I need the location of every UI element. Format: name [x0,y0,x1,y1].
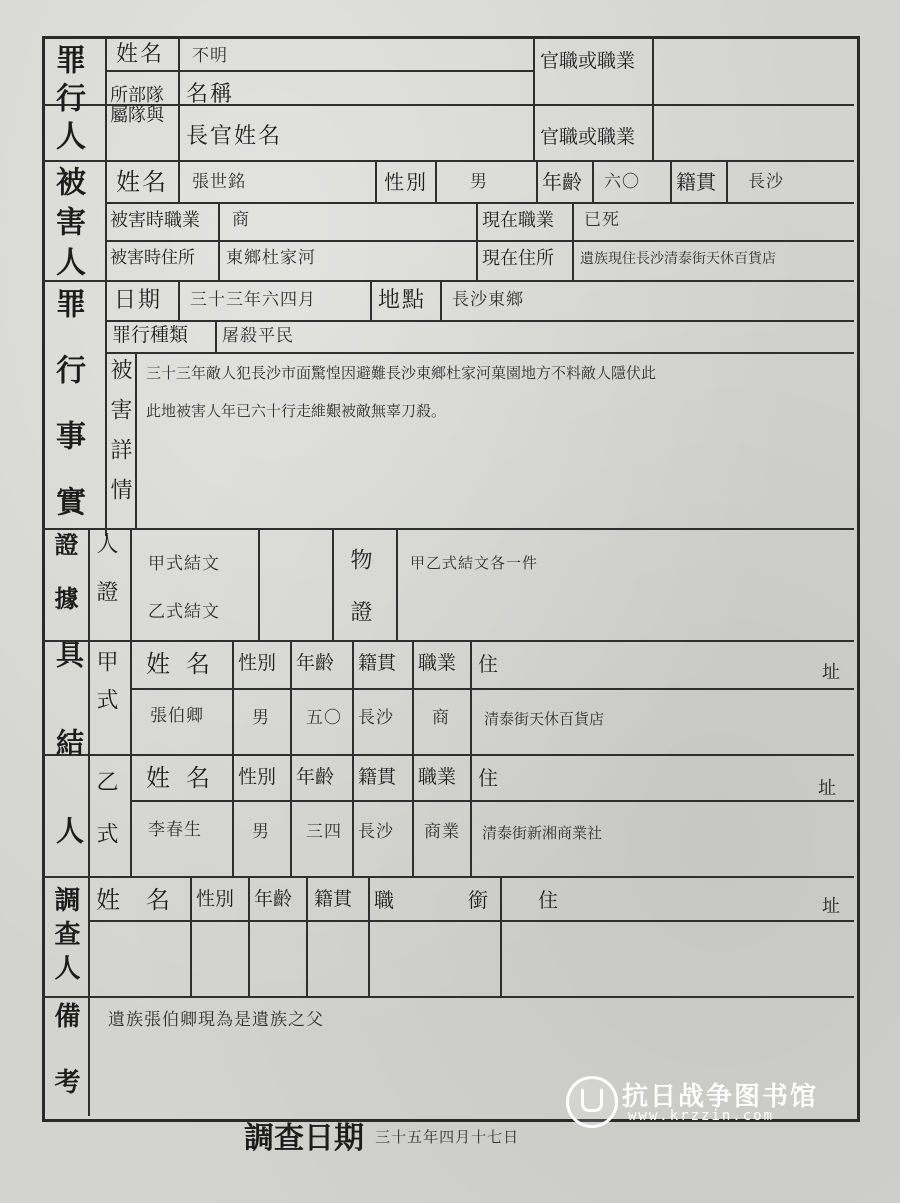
evidence-a-header-sex: 性別 [238,652,277,674]
rule [135,352,137,528]
offender-title-label: 名稱 [186,82,235,107]
evidence-a-job: 商 [432,708,450,728]
victim-age-value: 六〇 [604,172,640,192]
evidence-a-sex: 男 [252,708,270,728]
evidence-b-side-label: 乙式 [93,770,118,874]
victim-job-label: 被害時職業 [110,210,200,231]
offender-office-label: 官職或職業 [540,50,636,72]
evidence-b-header-name: 姓名 [146,764,226,792]
offender-name-value: 不明 [192,46,228,66]
rule [178,160,180,202]
evidence-a-address: 清泰街天休百貨店 [484,710,605,728]
rule [130,800,854,802]
victim-sex-value: 男 [470,172,488,192]
rule [652,36,654,160]
section-label-offender: 罪行人 [50,44,85,158]
rule [258,528,260,640]
crime-place-value: 長沙東鄉 [452,290,524,310]
watermark-main: 抗日战争图书馆 [622,1082,819,1112]
evidence-side-label: 具結人 [52,640,85,904]
evidence-a-side-label: 甲式 [93,650,118,726]
offender-unit-label-1: 所部隊 [110,85,164,106]
investigator-header-job: 職 [374,888,396,912]
rule [215,320,217,352]
victim-current-address-label: 現在住所 [482,248,554,269]
evidence-a-age: 五〇 [306,708,342,728]
rule [572,202,574,280]
rule [178,280,180,320]
investigator-header-sex: 性別 [196,888,235,910]
rule [105,70,533,72]
evidence-a-header-address: 住 [478,652,500,676]
rule [500,876,502,996]
victim-name-value: 張世銘 [192,172,246,192]
evidence-b-label: 乙式結文 [148,602,220,622]
victim-name-label: 姓名 [116,168,168,196]
evidence-b-header-sex: 性別 [238,766,277,788]
library-logo-icon [566,1076,618,1128]
rule [42,754,854,756]
form-frame [42,36,860,1122]
offender-commander-label: 長官姓名 [186,124,283,149]
library-watermark [566,1072,856,1128]
investigator-header-origin: 籍貫 [314,888,353,910]
crime-detail-line-2: 此地被害人年已六十行走維艱被敵無辜刀殺。 [146,402,447,420]
rule [130,688,854,690]
evidence-a-header-job: 職業 [418,652,457,674]
crime-type-label: 罪行種類 [112,324,189,346]
rule [290,640,292,876]
rule [130,528,132,876]
rule [396,528,398,640]
evidence-object-label: 物證 [347,548,372,652]
crime-date-value: 三十三年六四月 [190,290,316,310]
section-label-evidence: 證據 [50,532,79,640]
evidence-a-origin: 長沙 [358,708,394,728]
evidence-object-value: 甲乙式結文各一件 [410,554,539,572]
rule [435,160,437,202]
rule [88,920,854,922]
victim-age-label: 年齡 [542,170,582,194]
rule [42,640,854,642]
rule [306,876,308,996]
rule [105,320,854,322]
survey-date [244,1121,520,1156]
survey-date-value: 三十五年四月十七日 [375,1128,520,1146]
offender-unit-label-2: 屬隊與 [110,105,164,126]
evidence-people-label: 人證 [93,532,118,628]
rule [218,202,220,280]
rule [726,160,728,202]
investigator-header-title: 銜 [468,888,490,912]
evidence-a-label: 甲式結文 [148,554,220,574]
investigator-header-address: 住 [538,888,560,912]
rule [592,160,594,202]
watermark-sub: www.krzzin.com [628,1108,775,1124]
offender-office-label-2: 官職或職業 [540,126,636,148]
evidence-a-header-age: 年齡 [296,652,335,674]
crime-detail-line-1: 三十三年敵人犯長沙市面驚惶因避難長沙東鄉杜家河菓園地方不料敵人隱伏此 [146,364,657,382]
investigator-header-address-end: 址 [822,896,842,917]
victim-sex-label: 性別 [384,170,428,194]
rule [88,528,90,876]
evidence-a-header-address-end: 址 [822,662,842,683]
rule [670,160,672,202]
evidence-b-address: 清泰街新湘商業社 [482,824,603,842]
rule [536,160,538,202]
rule [42,160,854,162]
investigator-header-age: 年齡 [254,888,293,910]
evidence-b-job: 商業 [424,822,460,842]
rule [370,280,372,320]
victim-job-value: 商 [232,210,250,230]
evidence-b-header-origin: 籍貫 [358,766,397,788]
crime-type-value: 屠殺平民 [222,326,294,346]
evidence-a-header-origin: 籍貫 [358,652,397,674]
evidence-b-age: 三四 [306,822,342,842]
victim-address-value: 東鄉杜家河 [226,248,316,268]
evidence-b-origin: 長沙 [358,822,394,842]
offender-name-label: 姓名 [116,42,165,67]
rule [42,876,854,878]
rule [42,280,854,282]
evidence-b-header-job: 職業 [418,766,457,788]
rule [42,528,854,530]
rule [248,876,250,996]
rule [352,640,354,876]
rule [375,160,377,202]
section-label-remarks: 備考 [50,1002,80,1134]
victim-current-job-value: 已死 [584,210,620,230]
evidence-b-header-address: 住 [478,766,500,790]
evidence-b-name: 李春生 [148,820,202,840]
crime-date-label: 日期 [114,288,163,313]
victim-origin-value: 長沙 [748,172,784,192]
rule [332,528,334,640]
victim-current-job-label: 現在職業 [482,210,554,231]
evidence-b-sex: 男 [252,822,270,842]
victim-current-address-value: 遺族現住長沙清泰街天休百貨店 [580,251,776,267]
rule [533,36,535,160]
victim-origin-label: 籍貫 [676,170,716,194]
rule [105,352,854,354]
rule [476,202,478,280]
rule [178,36,180,160]
remarks-text: 遺族張伯卿現為是遺族之父 [108,1010,324,1030]
rule [412,640,414,876]
investigator-header-name: 姓名 [96,886,196,914]
offender-unit-label [110,86,164,126]
rule [470,640,472,876]
evidence-a-header-name: 姓名 [146,650,226,678]
section-label-victim: 被害人 [50,166,85,286]
section-label-investigator: 調查人 [50,886,80,988]
rule [42,996,854,998]
victim-address-label: 被害時住所 [110,248,195,268]
rule [88,876,90,1116]
evidence-a-name: 張伯卿 [150,706,204,726]
section-label-crime: 罪行事實 [50,288,85,552]
evidence-b-header-address-end: 址 [818,778,838,799]
survey-date-label: 調查日期 [244,1121,364,1156]
evidence-b-header-age: 年齡 [296,766,335,788]
crime-detail-side-label: 被害詳情 [107,358,132,518]
rule [232,640,234,876]
rule [368,876,370,996]
crime-place-label: 地點 [378,288,427,313]
rule [440,280,442,320]
